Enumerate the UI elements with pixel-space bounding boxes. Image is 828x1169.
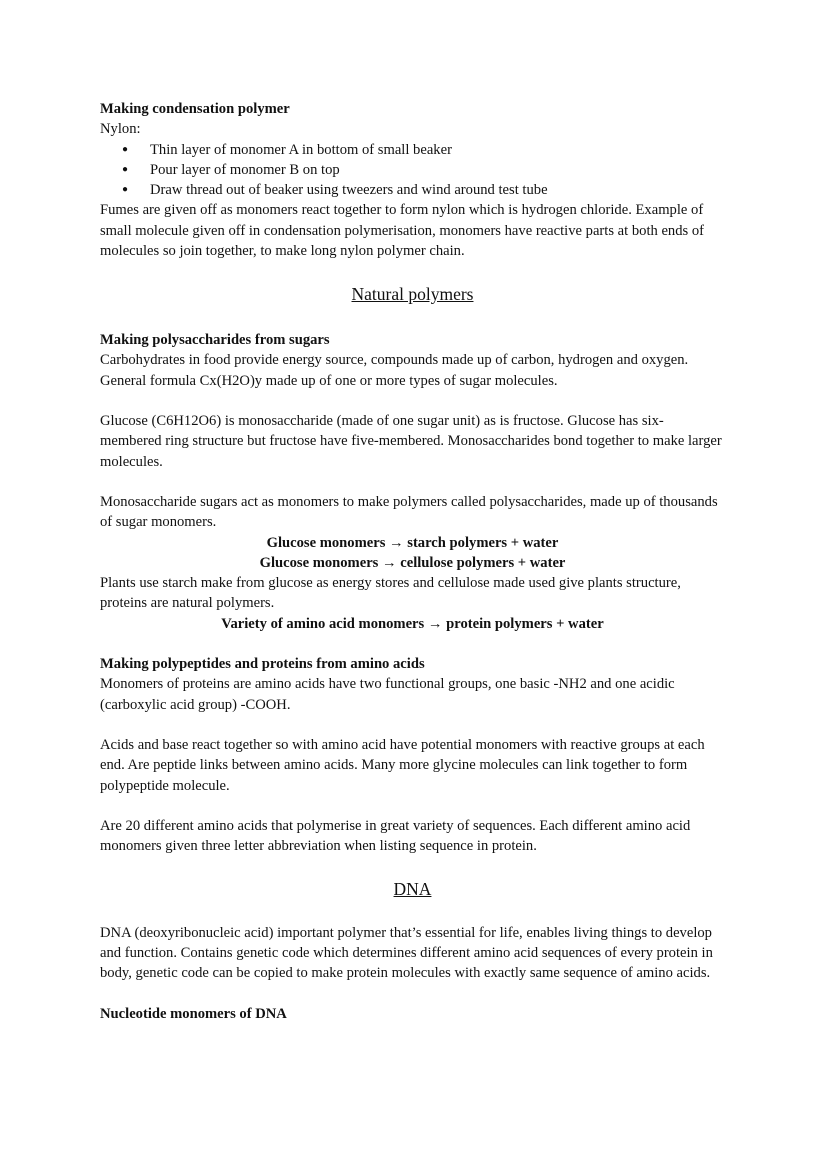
- heading-nucleotide-monomers: Nucleotide monomers of DNA: [100, 1005, 287, 1022]
- equation-protein: Variety of amino acid monomers → protein polymers + water: [221, 615, 604, 632]
- paragraph: Fumes are given off as monomers react together to form nylon which is hydrogen chloride. Example of small molecule given off in condensation polymerisation, monomers have reactive parts at both ends of molecules so join together, to make long nylon polymer chain.: [100, 202, 704, 259]
- equation-starch: Glucose monomers → starch polymers + water: [266, 534, 559, 551]
- heading-polysaccharides: Making polysaccharides from sugars: [100, 332, 330, 348]
- nylon-steps-list: [100, 140, 725, 201]
- paragraph: Glucose (C6H12O6) is monosaccharide (made of one sugar unit) as is fructose. Glucose has six-membered ring structure but fructose have five-membered. Monosaccharides bond together to make larger molecules.: [100, 413, 722, 470]
- document-page: [100, 99, 725, 1024]
- title-dna: DNA: [393, 878, 432, 899]
- heading-polypeptides: Making polypeptides and proteins from amino acids: [100, 656, 425, 672]
- paragraph: Acids and base react together so with amino acid have potential monomers with reactive groups at each end. Are peptide links between amino acids. Many more glycine molecules can link together to form polypeptide molecule.: [100, 737, 705, 794]
- list-item: ● Thin layer of monomer A in bottom of small beaker: [150, 140, 725, 160]
- heading-condensation: Making condensation polymer: [100, 101, 290, 117]
- paragraph: Monosaccharide sugars act as monomers to make polymers called polysaccharides, made up of thousands of sugar monomers.: [100, 494, 718, 531]
- paragraph: Carbohydrates in food provide energy source, compounds made up of carbon, hydrogen and oxygen. General formula Cx(H2O)y made up of one or more types of sugar molecules.: [100, 352, 689, 389]
- nylon-label: Nylon:: [100, 121, 141, 138]
- paragraph: DNA (deoxyribonucleic acid) important polymer that’s essential for life, enables living things to develop and function. Contains genetic code which determines different amino acid sequences of every protein in body, genetic code can be copied to make protein molecules with exactly same sequence of amino acids.: [100, 924, 713, 981]
- title-natural-polymers: Natural polymers: [351, 284, 474, 304]
- paragraph: Monomers of proteins are amino acids have two functional groups, one basic -NH2 and one acidic (carboxylic acid group) -COOH.: [100, 676, 675, 713]
- paragraph: Plants use starch make from glucose as energy stores and cellulose made used give plants structure, proteins are natural polymers.: [100, 575, 681, 612]
- list-item: ● Pour layer of monomer B on top: [150, 160, 725, 180]
- equation-cellulose: Glucose monomers → cellulose polymers + water: [259, 554, 566, 571]
- paragraph: Are 20 different amino acids that polymerise in great variety of sequences. Each different amino acid monomers given three letter abbreviation when listing sequence in protein.: [100, 818, 691, 855]
- list-item: ● Draw thread out of beaker using tweezers and wind around test tube: [150, 180, 725, 200]
